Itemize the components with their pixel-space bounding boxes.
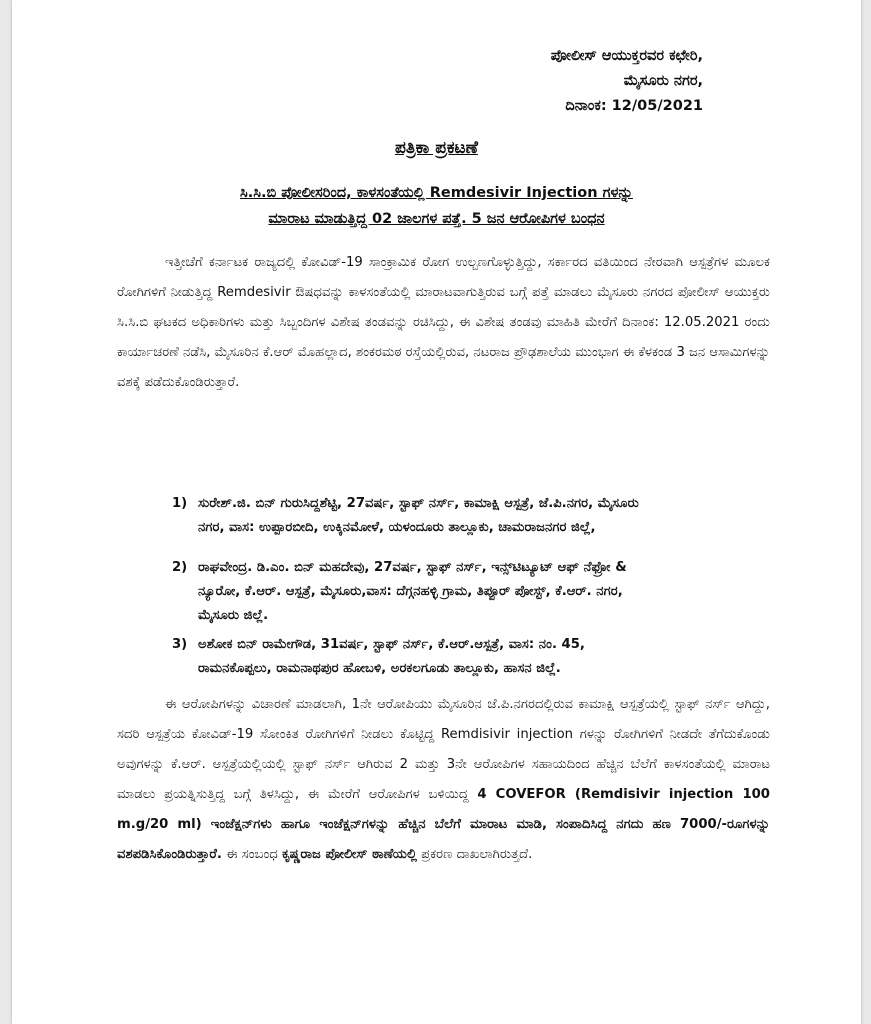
address-line-date: ದಿನಾಂಕ: 12/05/2021 bbox=[565, 98, 703, 114]
accused-line: ರಾಮನಕೊಪ್ಪಲು, ರಾಮನಾಥಪುರ ಹೋಬಳಿ, ಅರಕಲಗೂಡು ತಾಲ್ಲೂಕು, ಹಾಸನ ಜಿಲ್ಲೆ. bbox=[198, 661, 561, 676]
accused-number: 2) bbox=[172, 560, 188, 575]
accused-number: 1) bbox=[172, 496, 188, 511]
office-address bbox=[551, 44, 703, 119]
subject-heading bbox=[12, 180, 861, 232]
accused-number: 3) bbox=[172, 637, 188, 652]
subject-line-1: ಸಿ.ಸಿ.ಬಿ ಪೋಲೀಸರಿಂದ, ಕಾಳಸಂತೆಯಲ್ಲಿ Remdesivir Injection ಗಳನ್ನು bbox=[240, 185, 633, 201]
document-page bbox=[12, 0, 861, 1024]
police-station-name: ಕೃಷ್ಣರಾಜ ಪೋಲೀಸ್ ಠಾಣೆಯಲ್ಲಿ bbox=[282, 847, 417, 862]
accused-line: ಅಶೋಕ ಬಿನ್ ರಾಮೇಗೌಡ, 31ವರ್ಷ, ಸ್ಟಾಫ್ ನರ್ಸ್, ಕೆ.ಆರ್.ಆಸ್ಪತ್ರೆ, ವಾಸ: ನಂ. 45, bbox=[198, 637, 585, 652]
accused-line: ನಗರ, ವಾಸ: ಉಪ್ಪಾರಬೀದಿ, ಉಕ್ಕಿನಮೋಳೆ, ಯಳಂದೂರು ತಾಲ್ಲೂಕು, ಚಾಮರಾಜನಗರ ಜಿಲ್ಲೆ, bbox=[198, 520, 596, 535]
accused-line: ರಾಘವೇಂದ್ರ. ಡಿ.ಎಂ. ಬಿನ್ ಮಹದೇವು, 27ವರ್ಷ, ಸ್ಟಾಫ್ ನರ್ಸ್, ಇನ್ಸ್‌ಟಿಟ್ಯೂಟ್ ಆಫ್ ನೆಫ್ರೋ & bbox=[198, 560, 627, 575]
intro-paragraph: ಇತ್ತೀಚೆಗೆ ಕರ್ನಾಟಕ ರಾಜ್ಯದಲ್ಲಿ ಕೋವಿಡ್-19 ಸಾಂಕ್ರಾಮಿಕ ರೋಗ ಉಲ್ಬಣಗೊಳ್ಳುತ್ತಿದ್ದು, ಸರ್ಕಾರದ ವತಿಯಿಂದ ನೇರವಾಗಿ ಆಸ್ಪತ್ರೆಗಳ ಮೂಲಕ ರೋಗಿಗಳಿಗೆ ನೀಡುತ್ತಿದ್ದ Remdesivir ಔಷಧವನ್ನು ಕಾಳಸಂತೆಯಲ್ಲಿ ಮಾರಾಟವಾಗುತ್ತಿರುವ ಬಗ್ಗೆ ಪತ್ತೆ ಮಾಡಲು ಮೈಸೂರು ನಗರದ ಪೋಲೀಸ್ ಆಯುಕ್ತರು ಸಿ.ಸಿ.ಬಿ ಘಟಕದ ಅಧಿಕಾರಿಗಳು ಮತ್ತು ಸಿಬ್ಬಂದಿಗಳ ವಿಶೇಷ ತಂಡವನ್ನು ರಚಿಸಿದ್ದು, ಈ ವಿಶೇಷ ತಂಡವು ಮಾಹಿತಿ ಮೇರೆಗೆ ದಿನಾಂಕ: 12.05.2021 ರಂದು ಕಾರ್ಯಾಚರಣೆ ನಡೆಸಿ, ಮೈಸೂರಿನ ಕೆ.ಆರ್ ಮೊಹಲ್ಲಾದ, ಶಂಕರಮಠ ರಸ್ತೆಯಲ್ಲಿರುವ, ನಟರಾಜ ಪ್ರೌಢಶಾಲೆಯ ಮುಂಭಾಗ ಈ ಕೆಳಕಂಡ 3 ಜನ ಆಸಾಮಿಗಳನ್ನು ವಶಕ್ಕೆ ಪಡೆದುಕೊಂಡಿರುತ್ತಾರೆ. bbox=[117, 255, 770, 390]
address-line-city: ಮೈಸೂರು ನಗರ, bbox=[623, 73, 703, 89]
accused-item-3 bbox=[172, 633, 772, 681]
accused-line: ಮೈಸೂರು ಜಿಲ್ಲೆ. bbox=[198, 608, 269, 623]
accused-line: ಸುರೇಶ್.ಜಿ. ಬಿನ್ ಗುರುಸಿದ್ದಶೆಟ್ಟಿ, 27ವರ್ಷ, ಸ್ಟಾಫ್ ನರ್ಸ್, ಕಾಮಾಕ್ಷಿ ಆಸ್ಪತ್ರೆ, ಜೆ.ಪಿ.ನಗರ, ಮೈಸೂರು bbox=[198, 496, 639, 511]
address-line-office: ಪೋಲೀಸ್ ಆಯುಕ್ತರವರ ಕಛೇರಿ, bbox=[550, 48, 703, 64]
seizure-details: 4 COVEFOR (Remdisivir injection 100 m.g/20 ml) ಇಂಜೆಕ್ಷನ್‌ಗಳು ಹಾಗೂ ಇಂಜೆಕ್ಷನ್‌ಗಳನ್ನು ಹೆಚ್ಚಿನ ಬೆಲೆಗೆ ಮಾರಾಟ ಮಾಡಿ, ಸಂಪಾದಿಸಿದ್ದ ನಗದು ಹಣ 7000/-ರೂಗಳನ್ನು ವಶಪಡಿಸಿಕೊಂಡಿರುತ್ತಾರೆ. bbox=[117, 787, 770, 862]
paragraph-text: ಈ ಸಂಬಂಧ bbox=[221, 847, 283, 862]
subject-line-2: ಮಾರಾಟ ಮಾಡುತ್ತಿದ್ದ 02 ಜಾಲಗಳ ಪತ್ತೆ. 5 ಜನ ಆರೋಪಿಗಳ ಬಂಧನ bbox=[268, 211, 605, 227]
investigation-paragraph bbox=[117, 690, 770, 870]
accused-item-1 bbox=[172, 492, 772, 540]
paragraph-text: ಪ್ರಕರಣ ದಾಖಲಾಗಿರುತ್ತದೆ. bbox=[416, 847, 533, 862]
press-release-title: ಪತ್ರಿಕಾ ಪ್ರಕಟಣೆ bbox=[395, 138, 478, 158]
paragraph-text: ಈ ಆರೋಪಿಗಳನ್ನು ವಿಚಾರಣೆ ಮಾಡಲಾಗಿ, 1ನೇ ಆರೋಪಿಯು ಮೈಸೂರಿನ ಜೆ.ಪಿ.ನಗರದಲ್ಲಿರುವ ಕಾಮಾಕ್ಷಿ ಆಸ್ಪತ್ರೆಯಲ್ಲಿ ಸ್ಟಾಫ್ ನರ್ಸ್ ಆಗಿದ್ದು, ಸದರಿ ಆಸ್ಪತ್ರೆಯ ಕೋವಿಡ್-19 ಸೋಂಕಿತ ರೋಗಿಗಳಿಗೆ ನೀಡಲು ಕೊಟ್ಟಿದ್ದ Remdisivir injection ಗಳನ್ನು ರೋಗಿಗಳಿಗೆ ನೀಡದೇ ತೆಗೆದುಕೊಂಡು ಅವುಗಳನ್ನು ಕೆ.ಆರ್. ಆಸ್ಪತ್ರೆಯಲ್ಲಿಯಲ್ಲಿ ಸ್ಟಾಫ್ ನರ್ಸ್ ಆಗಿರುವ 2 ಮತ್ತು 3ನೇ ಆರೋಪಿಗಳ ಸಹಾಯದಿಂದ ಹೆಚ್ಚಿನ ಬೆಲೆಗೆ ಕಾಳಸಂತೆಯಲ್ಲಿ ಮಾರಾಟ ಮಾಡಲು ಪ್ರಯತ್ನಿಸುತ್ತಿದ್ದ ಬಗ್ಗೆ ತಿಳಸಿದ್ದು, ಈ ಮೇರೆಗೆ ಆರೋಪಿಗಳ ಬಳಿಯಿದ್ದ bbox=[117, 697, 770, 802]
accused-line: ನ್ಯೂರೋ, ಕೆ.ಆರ್. ಆಸ್ಪತ್ರೆ, ಮೈಸೂರು,ವಾಸ: ದೆಗ್ಗನಹಳ್ಳಿ ಗ್ರಾಮ, ತಿಪ್ಪೂರ್ ಪೋಸ್ಟ್, ಕೆ.ಆರ್. ನಗರ, bbox=[198, 584, 623, 599]
accused-item-2 bbox=[172, 556, 772, 628]
